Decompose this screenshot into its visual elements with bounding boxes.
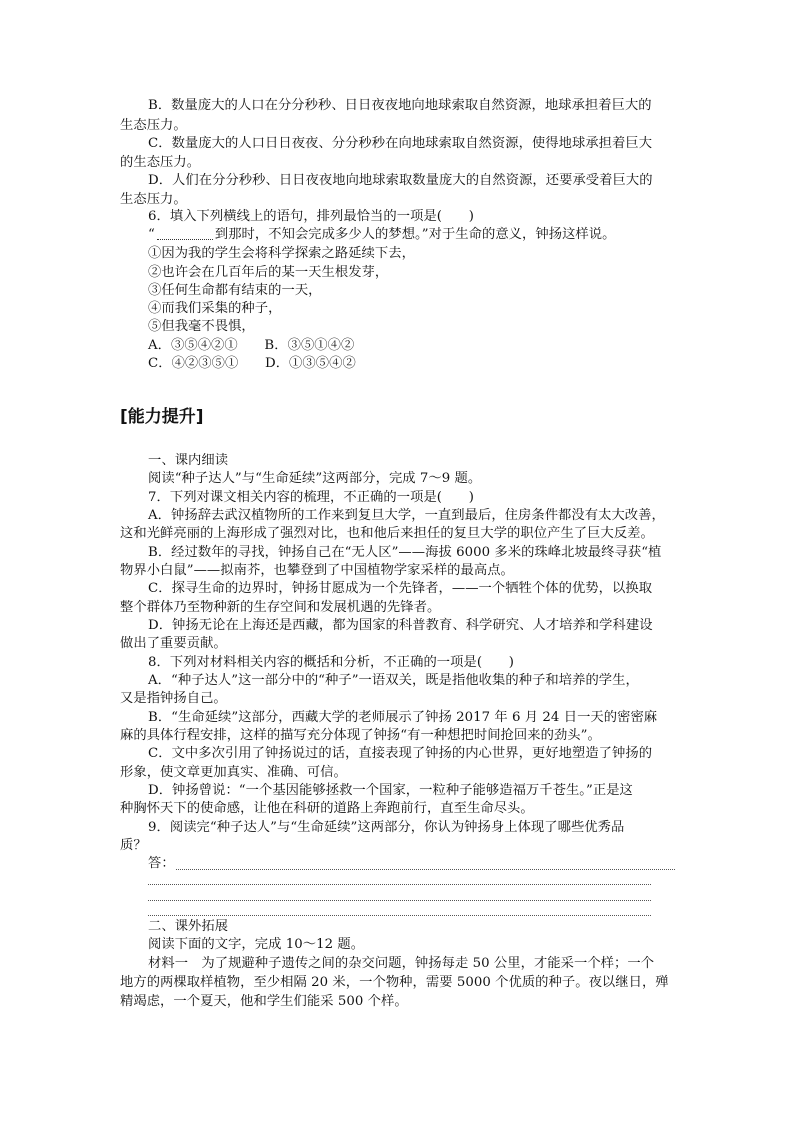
q6-item-2: ②也许会在几百年后的某一天生根发芽， [148, 265, 389, 280]
q6-stem: 6．填入下列横线上的语句，排列最恰当的一项是( ) [148, 209, 474, 224]
q6-options-ab: A．③⑤④②① B．③⑤①④② [148, 338, 355, 353]
q6-options-cd: C．④②③⑤① D．①③⑤④② [148, 356, 356, 371]
q9-answer-label: 答： [148, 856, 175, 871]
answer-line-1[interactable] [176, 869, 675, 870]
q5-option-c-line1: C．数量庞大的人口日日夜夜、分分秒秒在向地球索取自然资源，使得地球承担着巨大 [148, 136, 653, 151]
q5-option-d-line2: 生态压力。 [120, 192, 187, 207]
q8-option-d-line2: 种胸怀天下的使命感，让他在科研的道路上奔跑前行，直至生命尽头。 [120, 801, 534, 816]
answer-line-4[interactable] [148, 915, 651, 916]
answer-line-3[interactable] [148, 900, 651, 901]
part1-intro: 阅读“种子达人”与“生命延续”这两部分，完成 7～9 题。 [148, 471, 482, 486]
q7-option-c-line2: 整个群体乃至物种新的生存空间和发展机遇的先锋者。 [120, 600, 441, 615]
q8-option-d-line1: D．钟扬曾说：“一个基因能够拯救一个国家，一粒种子能够造福万千苍生。”正是这 [148, 783, 633, 798]
q8-option-a-line1: A．“种子达人”这一部分中的“种子”一语双关，既是指他收集的种子和培养的学生， [148, 673, 639, 688]
q6-item-3: ③任何生命都有结束的一天， [148, 283, 322, 298]
q9-stem-line2: 质？ [120, 838, 147, 853]
q6-item-4: ④而我们采集的种子， [148, 301, 282, 316]
q8-option-c-line2: 形象，使文章更加真实、准确、可信。 [120, 765, 347, 780]
q6-item-1: ①因为我的学生会将科学探索之路延续下去， [148, 246, 415, 261]
q7-option-b-line1: B．经过数年的寻找，钟扬自己在“无人区”——海拔 6000 多米的珠峰北坡最终寻获“植 [148, 545, 662, 560]
q6-quote-line [148, 226, 675, 244]
q7-option-a-line1: A．钟扬辞去武汉植物所的工作来到复旦大学，一直到最后，住房条件都没有太大改善， [148, 508, 665, 523]
q7-option-a-line2: 这和光鲜亮丽的上海形成了强烈对比，也和他后来担任的复旦大学的职位产生了巨大反差。 [120, 526, 654, 541]
q7-option-d-line2: 做出了重要贡献。 [120, 636, 227, 651]
material1-line3: 精竭虑，一个夏天，他和学生们能采 500 个样。 [120, 994, 408, 1009]
q8-option-b-line2: 麻的具体行程安排，这样的描写充分体现了钟扬“有一种想把时间抢回来的劲头”。 [120, 728, 601, 743]
q5-option-c-line2: 的生态压力。 [120, 155, 201, 170]
q6-fill-blank[interactable] [157, 226, 213, 240]
answer-line-2[interactable] [148, 884, 651, 885]
part2-heading: 二、课外拓展 [148, 919, 229, 934]
material1-line1: 材料一 为了规避种子遗传之间的杂交问题，钟扬每走 50 公里，才能采一个样；一个 [148, 956, 655, 971]
q5-option-b-line1: B．数量庞大的人口在分分秒秒、日日夜夜地向地球索取自然资源，地球承担着巨大的 [148, 98, 652, 113]
q6-quote-rest: 到那时，不知会完成多少人的梦想。”对于生命的意义，钟扬这样说。 [214, 227, 616, 242]
q8-option-c-line1: C．文中多次引用了钟扬说过的话，直接表现了钟扬的内心世界，更好地塑造了钟扬的 [148, 746, 653, 761]
q6-item-5: ⑤但我毫不畏惧， [148, 319, 255, 334]
q7-option-c-line1: C．探寻生命的边界时，钟扬甘愿成为一个先锋者，——一个牺牲个体的优势，以换取 [148, 581, 653, 596]
part1-heading: 一、课内细读 [148, 453, 229, 468]
material1-line2: 地方的两棵取样植物，至少相隔 20 米，一个物种，需要 5000 个优质的种子。夜以继日，殚 [120, 975, 669, 990]
q7-option-b-line2: 物界小白鼠”——拟南芥，也攀登到了中国植物学家采样的最高点。 [120, 563, 514, 578]
q7-stem: 7．下列对课文相关内容的梳理，不正确的一项是( ) [148, 490, 474, 505]
q5-option-d-line1: D．人们在分分秒秒、日日夜夜地向地球索取数量庞大的自然资源，还要承受着巨大的 [148, 173, 653, 188]
q6-quote-open: “ [148, 227, 155, 242]
q8-stem: 8．下列对材料相关内容的概括和分析，不正确的一项是( ) [148, 655, 515, 670]
q9-stem-line1: 9．阅读完“种子达人”与“生命延续”这两部分，你认为钟扬身上体现了哪些优秀品 [148, 820, 625, 835]
section-title: [能力提升] [120, 407, 204, 427]
part2-intro: 阅读下面的文字，完成 10～12 题。 [148, 937, 365, 952]
q8-option-b-line1: B．“生命延续”这部分，西藏大学的老师展示了钟扬 2017 年 6 月 24 日一天的密密麻 [148, 710, 658, 725]
q8-option-a-line2: 又是指钟扬自己。 [120, 691, 227, 706]
q7-option-d-line1: D．钟扬无论在上海还是西藏，都为国家的科普教育、科学研究、人才培养和学科建设 [148, 618, 653, 633]
q5-option-b-line2: 生态压力。 [120, 118, 187, 133]
